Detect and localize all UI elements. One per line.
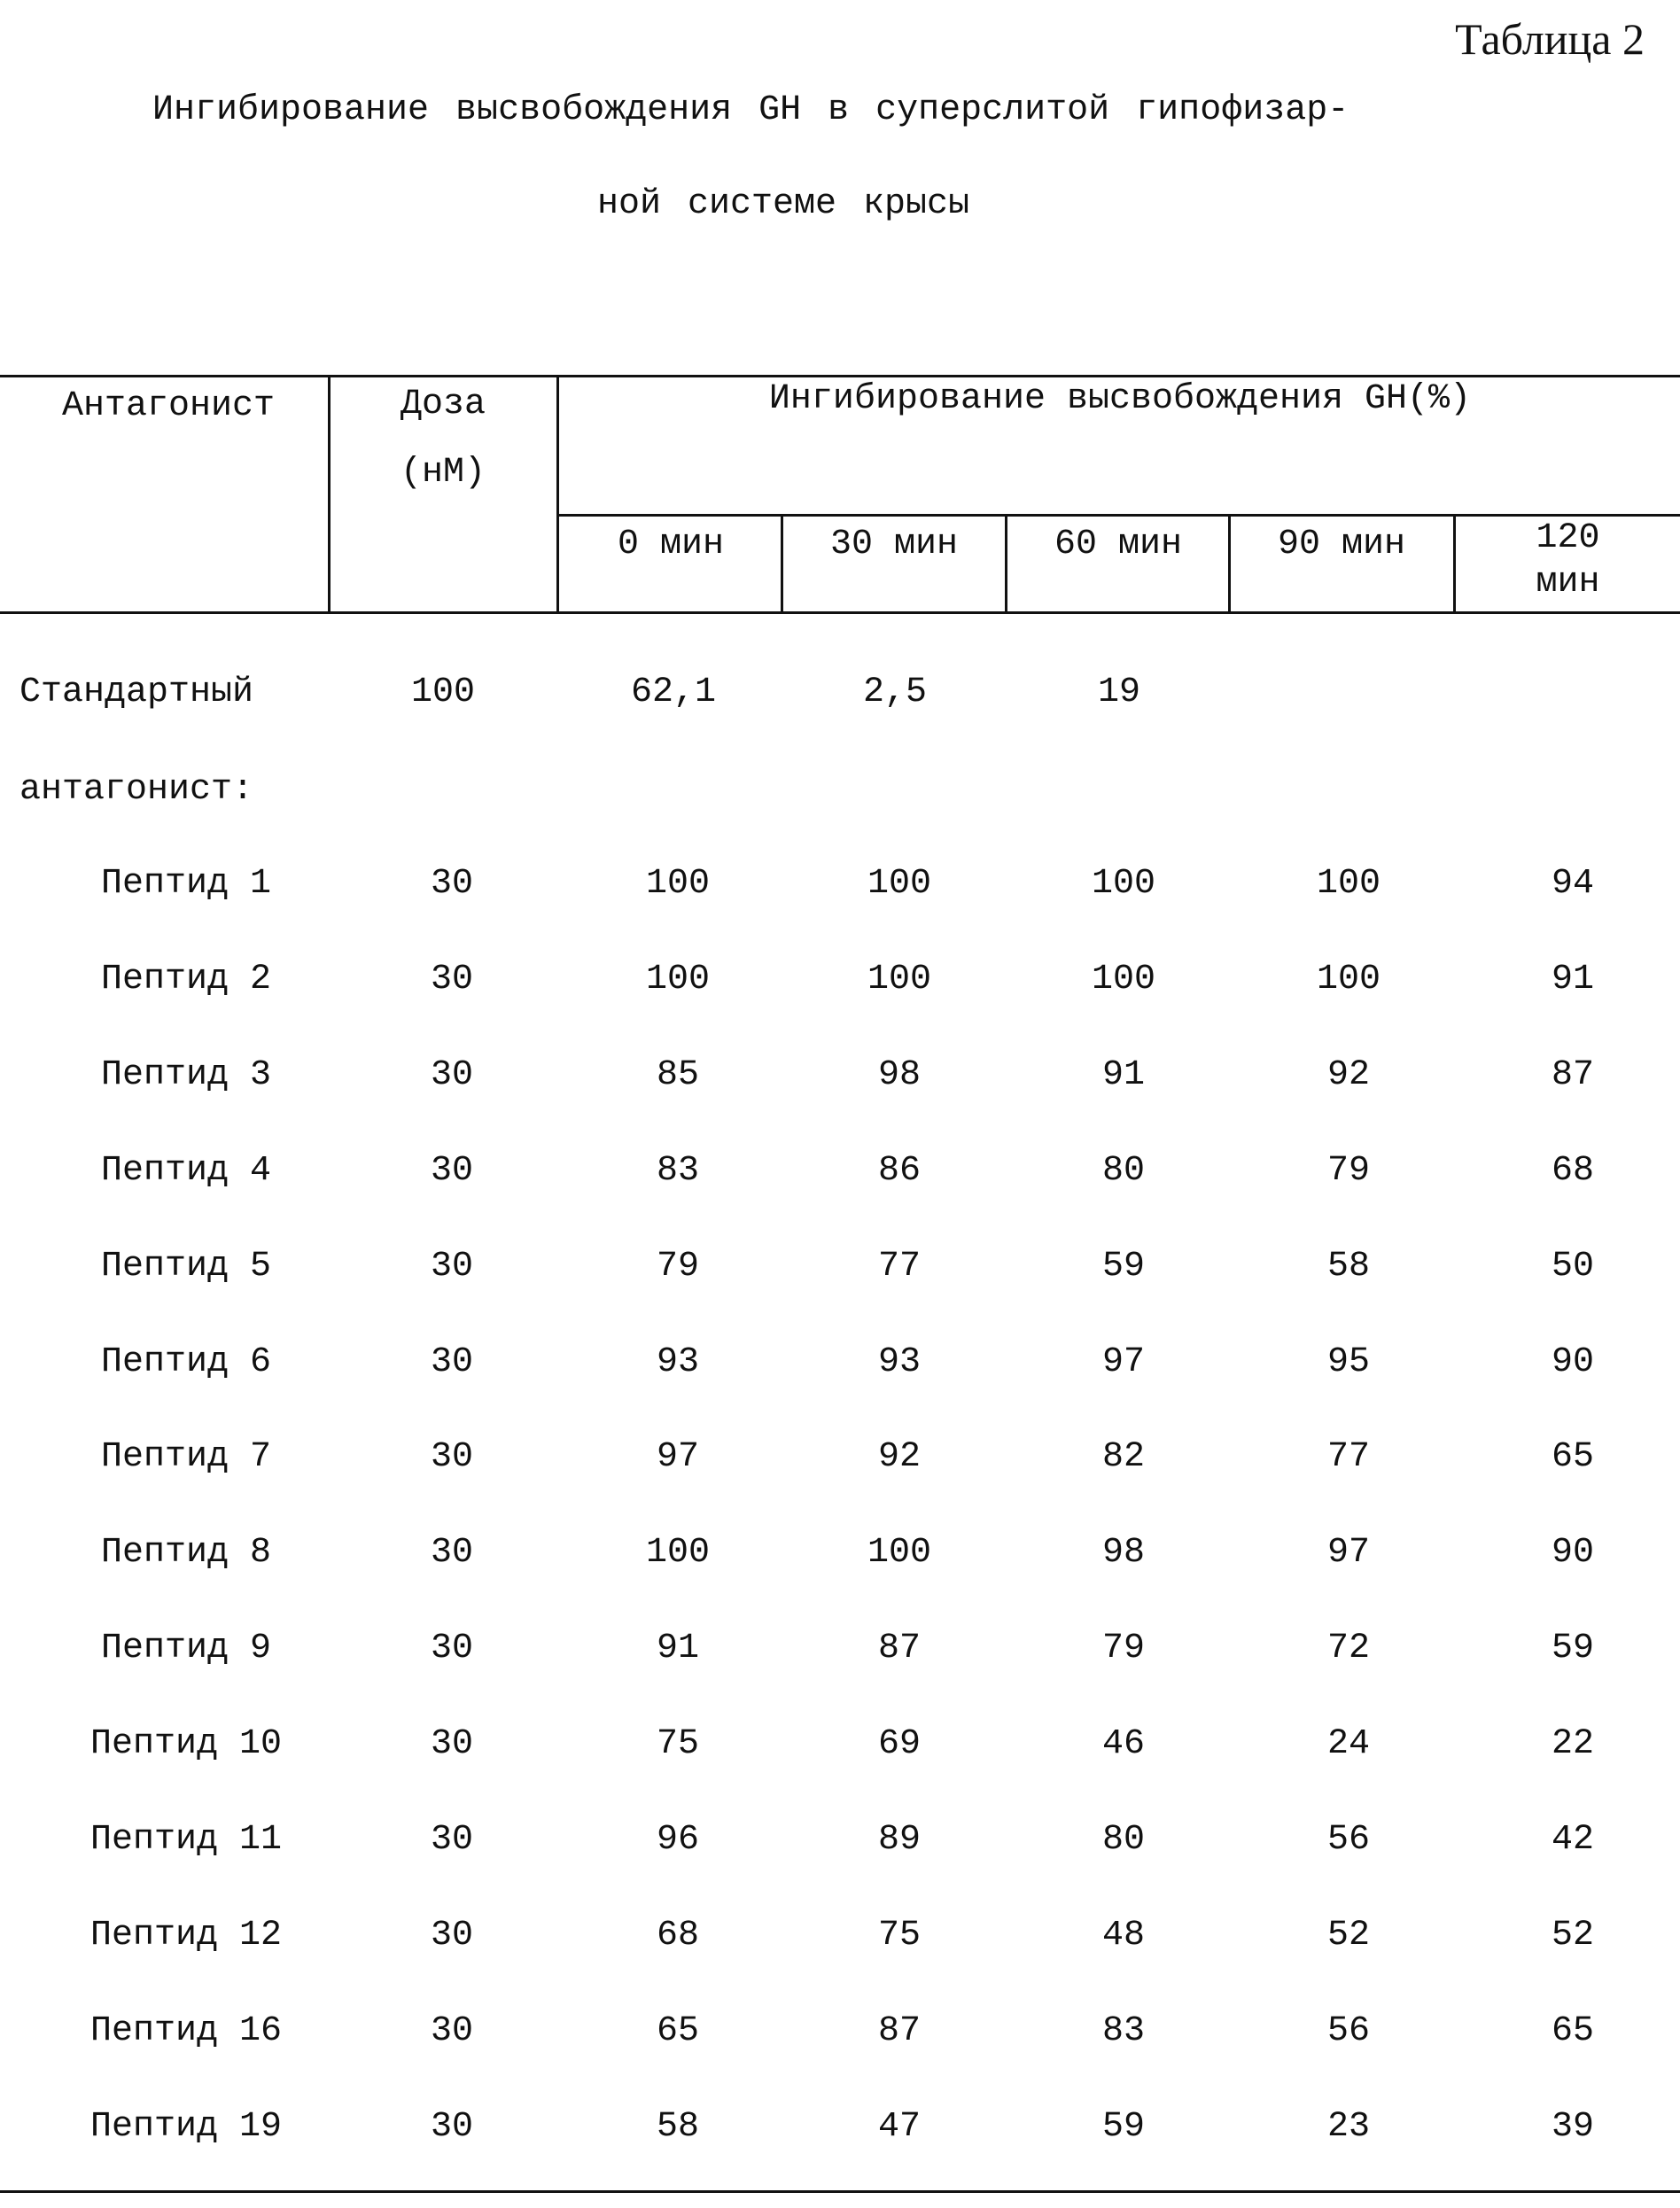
row-name: Пептид 16 — [89, 2011, 283, 2051]
row-dose: 30 — [430, 1151, 473, 1191]
row-value: 52 — [1326, 1916, 1370, 1955]
row-name: Пептид 10 — [89, 1724, 283, 1764]
row-dose: 30 — [430, 1820, 473, 1860]
standard-value-60min: 19 — [1097, 673, 1140, 712]
row-value: 65 — [1551, 1437, 1594, 1477]
row-value: 75 — [877, 1916, 921, 1955]
header-bottom-rule — [0, 611, 1680, 614]
row-value: 48 — [1101, 1916, 1145, 1955]
row-value: 80 — [1101, 1820, 1145, 1860]
row-value: 100 — [1091, 960, 1155, 999]
row-value: 24 — [1326, 1724, 1370, 1764]
row-value: 91 — [1101, 1055, 1145, 1095]
table-label: Таблица 2 — [1455, 14, 1645, 64]
row-value: 79 — [656, 1247, 699, 1287]
table-row-standard-cont — [0, 764, 1680, 817]
table-row — [0, 1622, 1680, 1675]
table-row — [0, 1336, 1680, 1389]
table-row — [0, 2005, 1680, 2058]
table-row-standard — [0, 666, 1680, 719]
row-value: 96 — [656, 1820, 699, 1860]
row-value: 97 — [1101, 1342, 1145, 1382]
row-value: 87 — [877, 1629, 921, 1668]
row-value: 94 — [1551, 864, 1594, 904]
standard-name-line-2: антагонист: — [19, 770, 254, 810]
row-value: 92 — [1326, 1055, 1370, 1095]
header-time-120-line-1: 120 — [1536, 518, 1600, 558]
table-title-line-2: ной системе крысы — [597, 184, 970, 224]
header-dose-line-1: Доза — [400, 385, 486, 424]
table-row — [0, 1431, 1680, 1484]
row-dose: 30 — [430, 2107, 473, 2147]
table-row — [0, 953, 1680, 1007]
row-value: 42 — [1551, 1820, 1594, 1860]
row-value: 92 — [877, 1437, 921, 1477]
row-value: 100 — [867, 960, 931, 999]
table-row — [0, 2101, 1680, 2154]
row-dose: 30 — [430, 1055, 473, 1095]
row-value: 69 — [877, 1724, 921, 1764]
row-value: 82 — [1101, 1437, 1145, 1477]
table-row — [0, 1240, 1680, 1294]
row-value: 85 — [656, 1055, 699, 1095]
row-value: 23 — [1326, 2107, 1370, 2147]
row-value: 68 — [1551, 1151, 1594, 1191]
table-row — [0, 1814, 1680, 1867]
row-value: 97 — [656, 1437, 699, 1477]
row-name: Пептид 9 — [100, 1629, 272, 1668]
table-title-line-1: Ингибирование высвобождения GH в суперслитой гипофизар- — [152, 90, 1349, 130]
row-value: 91 — [656, 1629, 699, 1668]
row-value: 95 — [1326, 1342, 1370, 1382]
table-row — [0, 1145, 1680, 1198]
row-value: 90 — [1551, 1342, 1594, 1382]
header-time-120-line-2: мин — [1536, 563, 1600, 603]
header-inhibition: Ингибирование высвобождения GH(%) — [768, 379, 1472, 419]
row-value: 97 — [1326, 1533, 1370, 1573]
table-bottom-rule — [0, 2190, 1680, 2193]
row-value: 80 — [1101, 1151, 1145, 1191]
row-name: Пептид 11 — [89, 1820, 283, 1860]
header-time-0: 0 мин — [617, 525, 725, 564]
row-value: 86 — [877, 1151, 921, 1191]
row-value: 52 — [1551, 1916, 1594, 1955]
row-name: Пептид 19 — [89, 2107, 283, 2147]
row-dose: 30 — [430, 2011, 473, 2051]
row-value: 22 — [1551, 1724, 1594, 1764]
header-time-90: 90 мин — [1277, 525, 1406, 564]
row-name: Пептид 12 — [89, 1916, 283, 1955]
row-value: 83 — [656, 1151, 699, 1191]
row-value: 90 — [1551, 1533, 1594, 1573]
header-sub-rule — [558, 514, 1680, 517]
row-dose: 30 — [430, 1629, 473, 1668]
row-value: 39 — [1551, 2107, 1594, 2147]
header-antagonist: Антагонист — [61, 386, 276, 426]
row-value: 59 — [1101, 1247, 1145, 1287]
row-value: 56 — [1326, 2011, 1370, 2051]
row-dose: 30 — [430, 1916, 473, 1955]
row-value: 65 — [1551, 2011, 1594, 2051]
row-name: Пептид 8 — [100, 1533, 272, 1573]
row-value: 87 — [877, 2011, 921, 2051]
row-name: Пептид 3 — [100, 1055, 272, 1095]
table-row — [0, 1527, 1680, 1580]
row-dose: 30 — [430, 1437, 473, 1477]
row-value: 93 — [877, 1342, 921, 1382]
row-name: Пептид 4 — [100, 1151, 272, 1191]
row-value: 98 — [1101, 1533, 1145, 1573]
row-value: 100 — [645, 1533, 710, 1573]
row-value: 75 — [656, 1724, 699, 1764]
row-value: 65 — [656, 2011, 699, 2051]
table-row — [0, 858, 1680, 911]
table-row — [0, 1909, 1680, 1963]
header-time-60: 60 мин — [1054, 525, 1183, 564]
standard-value-0min: 62,1 — [630, 673, 716, 712]
row-value: 72 — [1326, 1629, 1370, 1668]
row-dose: 30 — [430, 1533, 473, 1573]
row-dose: 30 — [430, 1724, 473, 1764]
row-value: 79 — [1326, 1151, 1370, 1191]
row-value: 59 — [1551, 1629, 1594, 1668]
col-divider-dose — [556, 375, 559, 614]
row-value: 100 — [1091, 864, 1155, 904]
row-value: 79 — [1101, 1629, 1145, 1668]
row-value: 50 — [1551, 1247, 1594, 1287]
row-name: Пептид 5 — [100, 1247, 272, 1287]
row-dose: 30 — [430, 1247, 473, 1287]
standard-value-30min: 2,5 — [862, 673, 927, 712]
standard-dose: 100 — [410, 673, 475, 712]
row-value: 98 — [877, 1055, 921, 1095]
row-value: 100 — [645, 864, 710, 904]
row-name: Пептид 2 — [100, 960, 272, 999]
row-name: Пептид 7 — [100, 1437, 272, 1477]
row-value: 47 — [877, 2107, 921, 2147]
header-time-30: 30 мин — [829, 525, 959, 564]
table-row — [0, 1049, 1680, 1102]
col-divider-antagonist — [328, 375, 331, 614]
row-value: 100 — [1316, 960, 1381, 999]
row-name: Пептид 1 — [100, 864, 272, 904]
row-value: 100 — [867, 1533, 931, 1573]
row-dose: 30 — [430, 960, 473, 999]
row-value: 100 — [645, 960, 710, 999]
row-value: 59 — [1101, 2107, 1145, 2147]
row-value: 58 — [656, 2107, 699, 2147]
standard-name-line-1: Стандартный — [19, 673, 254, 712]
row-dose: 30 — [430, 864, 473, 904]
row-value: 77 — [1326, 1437, 1370, 1477]
row-value: 77 — [877, 1247, 921, 1287]
row-value: 93 — [656, 1342, 699, 1382]
row-value: 56 — [1326, 1820, 1370, 1860]
row-value: 100 — [867, 864, 931, 904]
header-dose-line-2: (нМ) — [400, 453, 486, 493]
row-value: 46 — [1101, 1724, 1145, 1764]
row-dose: 30 — [430, 1342, 473, 1382]
table-row — [0, 1718, 1680, 1771]
row-value: 68 — [656, 1916, 699, 1955]
row-value: 87 — [1551, 1055, 1594, 1095]
row-name: Пептид 6 — [100, 1342, 272, 1382]
row-value: 89 — [877, 1820, 921, 1860]
row-value: 83 — [1101, 2011, 1145, 2051]
row-value: 58 — [1326, 1247, 1370, 1287]
row-value: 100 — [1316, 864, 1381, 904]
row-value: 91 — [1551, 960, 1594, 999]
